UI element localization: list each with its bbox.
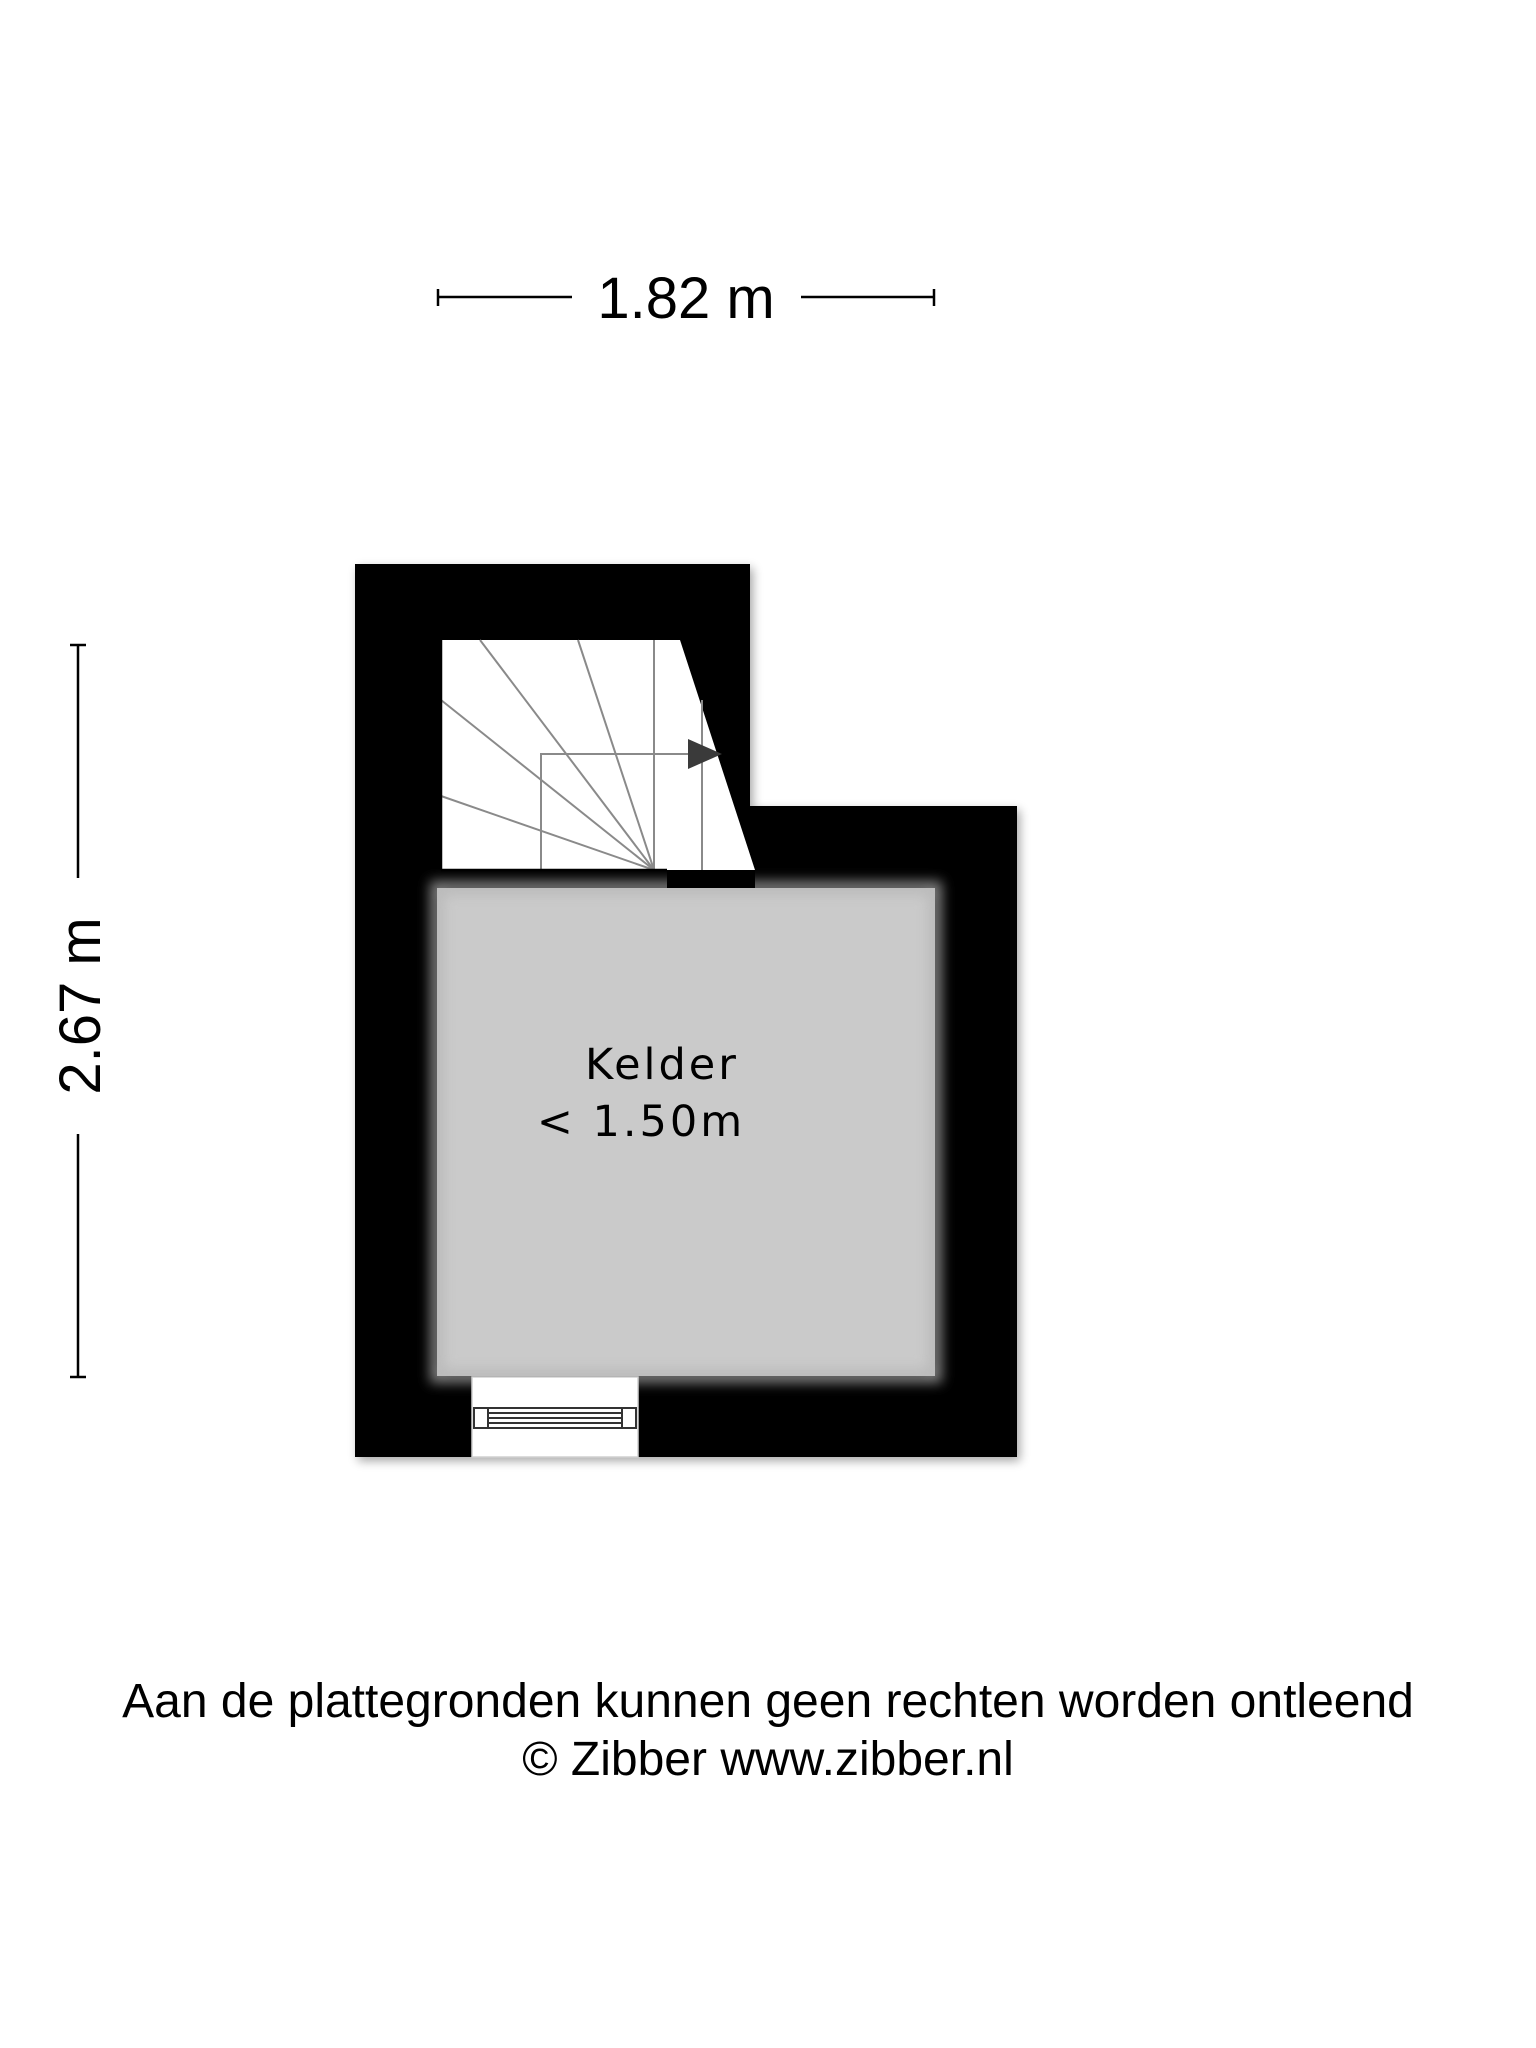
room-height-note: < 1.50m — [536, 1097, 746, 1147]
copyright-text: © Zibber www.zibber.nl — [522, 1733, 1014, 1786]
window — [472, 1377, 638, 1457]
width-dimension — [438, 266, 934, 331]
width-label: 1.82 m — [597, 266, 775, 331]
disclaimer-text: Aan de plattegronden kunnen geen rechten worden ontleend — [122, 1675, 1414, 1728]
room-name: Kelder — [585, 1040, 739, 1090]
height-dimension — [48, 645, 113, 1377]
height-label: 2.67 m — [48, 917, 113, 1095]
